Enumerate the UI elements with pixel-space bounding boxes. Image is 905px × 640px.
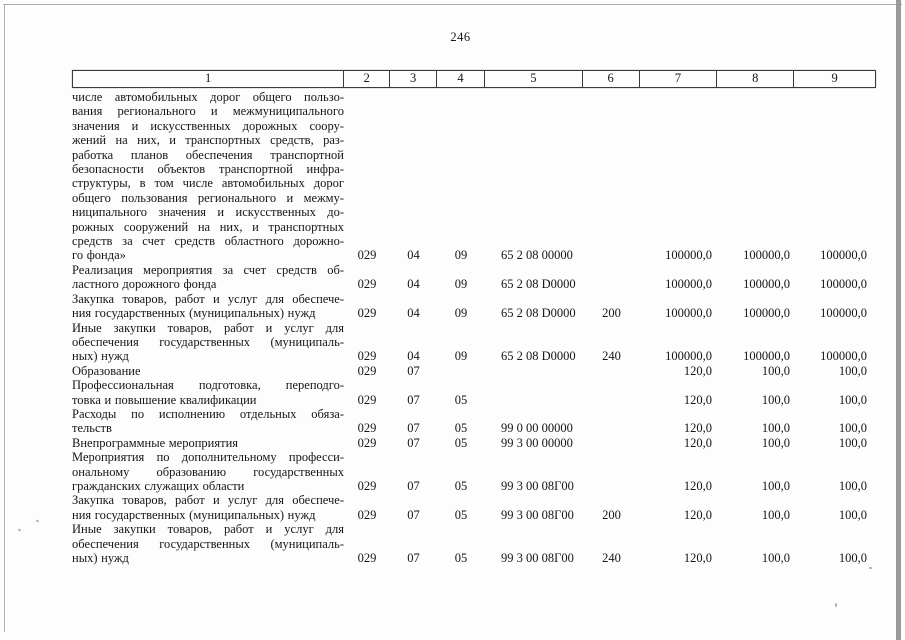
code-grbs: 029 [357, 363, 377, 378]
code-subsection: 05 [454, 421, 468, 436]
amount-year3: 100,0 [838, 478, 867, 493]
amount-year3: 100,0 [838, 421, 867, 436]
amount-year3: 100,0 [838, 363, 867, 378]
amount-year3: 100000,0 [820, 248, 867, 263]
amount-year1: 120,0 [683, 435, 712, 450]
expense-name: Образование [72, 363, 141, 378]
code-section: 04 [407, 277, 420, 292]
scan-edge-left [4, 4, 5, 632]
scan-noise-speck [835, 603, 837, 607]
code-section: 07 [407, 478, 420, 493]
table-row [72, 493, 876, 522]
amount-year2: 100000,0 [743, 277, 790, 292]
column-header-9: 9 [831, 71, 838, 85]
amount-year3: 100,0 [838, 507, 867, 522]
scan-edge-top [3, 4, 902, 5]
code-section: 04 [407, 349, 420, 364]
code-expense-type: 200 [602, 306, 621, 321]
column-header-6: 6 [583, 71, 640, 87]
code-section: 07 [407, 507, 420, 522]
table-row [72, 90, 876, 263]
code-target-item: 65 2 08 D0000 [501, 306, 576, 321]
expense-name: Реализация мероприятия за счет средств об- ластного дорожного фонда [72, 262, 344, 292]
scan-noise-speck [18, 528, 22, 531]
amount-year2: 100,0 [761, 392, 790, 407]
column-header-7: 7 [640, 71, 718, 87]
expense-name: Закупка товаров, работ и услуг для обеспече- ния государственных (муниципальных) нужд [72, 493, 344, 522]
code-expense-type: 200 [602, 507, 621, 522]
amount-year2: 100,0 [761, 507, 790, 522]
code-section: 07 [407, 435, 420, 450]
amount-year1: 100000,0 [665, 349, 712, 364]
column-header-2: 2 [344, 71, 390, 87]
code-grbs: 029 [357, 435, 377, 450]
amount-year1: 120,0 [683, 421, 712, 436]
expense-name: Профессиональная подготовка, переподго- товка и повышение квалификации [72, 378, 344, 407]
amount-year2: 100000,0 [743, 306, 790, 321]
expense-name: Мероприятия по дополнительному професси- ональному образованию государственных гражданских служащих области [72, 450, 344, 493]
page-number: 246 [450, 30, 471, 44]
scan-edge-right [896, 0, 901, 640]
amount-year2: 100000,0 [743, 248, 790, 263]
expense-name: Иные закупки товаров, работ и услуг для обеспечения государственных (муниципаль- ных) нужд [72, 320, 344, 364]
amount-year1: 120,0 [683, 363, 712, 378]
amount-year1: 120,0 [683, 478, 712, 493]
code-grbs: 029 [357, 392, 377, 407]
code-expense-type: 240 [602, 349, 621, 364]
amount-year2: 100000,0 [743, 349, 790, 364]
code-subsection: 09 [454, 248, 468, 263]
code-target-item: 99 0 00 00000 [501, 421, 573, 436]
column-header-8: 8 [717, 71, 794, 87]
code-grbs: 029 [357, 349, 377, 364]
code-section: 07 [407, 363, 420, 378]
scan-noise-speck [36, 519, 40, 522]
table-row [72, 263, 876, 292]
code-grbs: 029 [357, 478, 377, 493]
table-body [72, 88, 876, 565]
code-grbs: 029 [357, 421, 377, 436]
table-row [72, 407, 876, 436]
code-section: 07 [407, 551, 420, 565]
amount-year2: 100,0 [761, 421, 790, 436]
column-header-4: 4 [437, 71, 485, 87]
amount-year2: 100,0 [761, 551, 790, 565]
amount-year1: 100000,0 [665, 306, 712, 321]
code-target-item: 99 3 00 08Г00 [501, 507, 574, 522]
amount-year1: 120,0 [683, 392, 712, 407]
expense-name: Расходы по исполнению отдельных обяза- тельств [72, 406, 344, 436]
code-subsection: 05 [454, 478, 468, 493]
code-subsection: 09 [454, 306, 468, 321]
scan-noise-speck [869, 567, 872, 569]
table-row [72, 321, 876, 364]
code-subsection: 05 [454, 392, 468, 407]
amount-year2: 100,0 [761, 363, 790, 378]
table-header-row [72, 70, 876, 88]
column-header-3: 3 [390, 71, 437, 87]
code-section: 07 [407, 392, 420, 407]
amount-year1: 100000,0 [665, 277, 712, 292]
amount-year3: 100,0 [838, 551, 867, 565]
code-subsection: 05 [454, 551, 468, 565]
table-row [72, 378, 876, 407]
code-expense-type: 240 [602, 551, 621, 565]
code-target-item: 99 3 00 00000 [501, 435, 573, 450]
code-target-item: 99 3 00 08Г00 [501, 478, 574, 493]
column-header-1: 1 [73, 71, 344, 87]
amount-year3: 100000,0 [820, 306, 867, 321]
budget-table [72, 70, 876, 565]
amount-year1: 120,0 [683, 507, 712, 522]
expense-name: числе автомобильных дорог общего пользо- вания регионального и межмуниципального значения и искусственных дорожных соору- жений на них, и транспортных средств, раз- работка планов обеспечения транспортной безопасности объектов транспортной инфра- структуры, в том числе автомобильных дорог общего пользования регионального и межму- ниципального значения и искусственных до- рожных сооружений на них, и транспортных средств за счет средств областного дорожно- го фонда» [72, 90, 344, 263]
code-grbs: 029 [357, 507, 377, 522]
amount-year3: 100,0 [838, 435, 867, 450]
amount-year3: 100000,0 [820, 349, 867, 364]
amount-year2: 100,0 [761, 478, 790, 493]
amount-year1: 120,0 [683, 551, 712, 565]
code-section: 04 [407, 248, 420, 263]
code-subsection: 05 [454, 435, 468, 450]
code-target-item: 65 2 08 00000 [501, 248, 573, 263]
code-subsection: 05 [454, 507, 468, 522]
table-row [72, 436, 876, 450]
amount-year3: 100,0 [838, 392, 867, 407]
code-target-item: 99 3 00 08Г00 [501, 551, 574, 565]
column-header-5: 5 [485, 71, 583, 87]
code-section: 07 [407, 421, 420, 436]
amount-year1: 100000,0 [665, 248, 712, 263]
expense-name: Иные закупки товаров, работ и услуг для обеспечения государственных (муниципаль- ных) нужд [72, 522, 344, 565]
table-row [72, 522, 876, 565]
expense-name: Внепрограммные мероприятия [72, 435, 239, 450]
amount-year2: 100,0 [761, 435, 790, 450]
table-row [72, 450, 876, 493]
code-subsection: 09 [454, 349, 468, 364]
amount-year3: 100000,0 [820, 277, 867, 292]
table-row [72, 292, 876, 321]
table-row [72, 364, 876, 378]
code-grbs: 029 [357, 306, 377, 321]
code-grbs: 029 [357, 248, 377, 263]
code-section: 04 [407, 306, 420, 321]
expense-name: Закупка товаров, работ и услуг для обеспече- ния государственных (муниципальных) нужд [72, 291, 344, 321]
code-target-item: 65 2 08 D0000 [501, 349, 576, 364]
code-grbs: 029 [357, 277, 377, 292]
code-grbs: 029 [357, 551, 377, 565]
code-subsection: 09 [454, 277, 468, 292]
code-target-item: 65 2 08 D0000 [501, 277, 576, 292]
